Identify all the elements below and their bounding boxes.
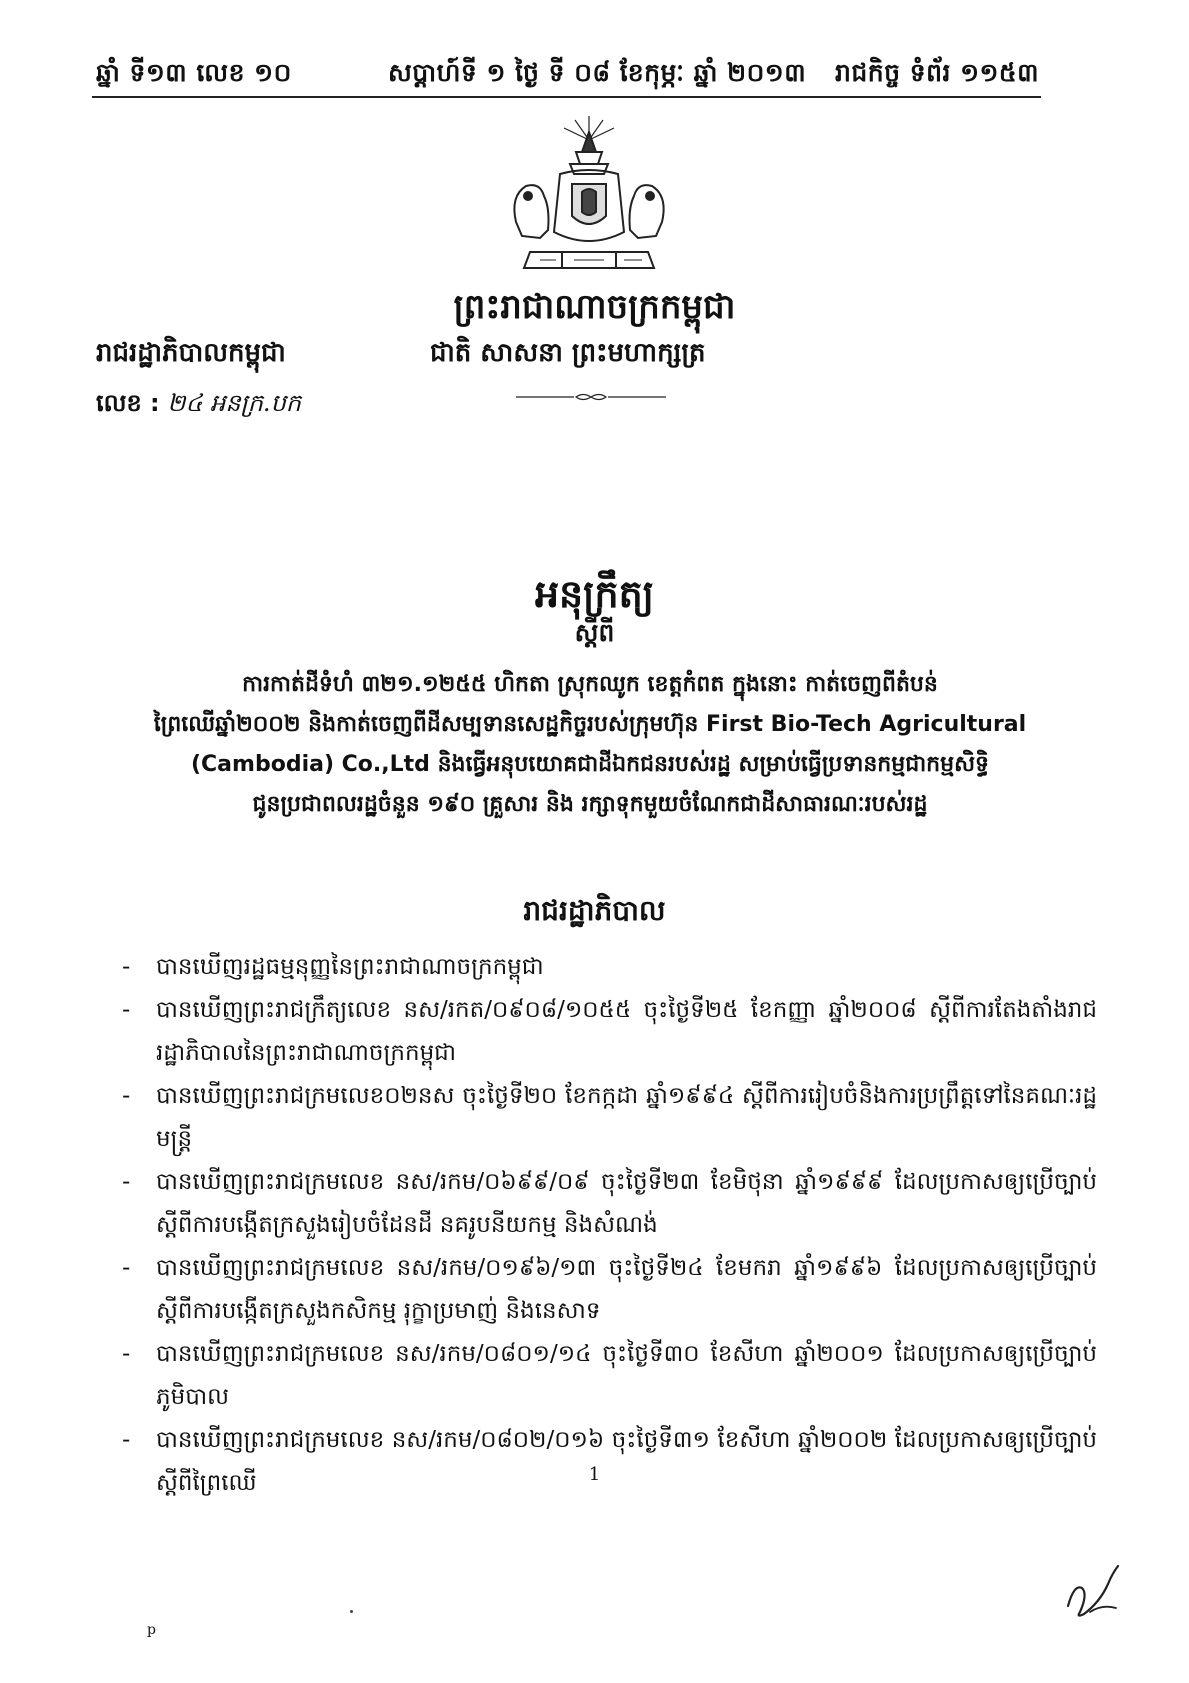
reference-number [96,388,301,423]
subject-line: ជូនប្រជាពលរដ្ឋចំនួន ១៩០ គ្រួសារ និង រក្សាទុកមួយចំណែកជាដីសាធារណៈរបស់រដ្ឋ [252,792,928,817]
page-number: 1 [588,1464,601,1485]
gazette-year-issue: ឆ្នាំ ទី១៣ លេខ ១០ [96,58,292,87]
list-item-text: បានឃើញព្រះរាជក្រមលេខ នស/រកម/០៨០១/១៤ ចុះថ្ងៃទី៣០ ខែសីហា ឆ្នាំ២០០១ ដែលប្រកាសឲ្យប្រើច្បាប់ភូមិបាល [156,1341,1097,1410]
reference-value: ២៤ អនក្រ.បក [167,389,302,417]
list-item-text: បានឃើញព្រះរាជក្រមលេខ នស/រកម/០៨០២/០១៦ ចុះថ្ងៃទី៣១ ខែសីហា ឆ្នាំ២០០២ ដែលប្រកាសឲ្យប្រើច្បាប់ស្តីពីព្រៃឈើ [156,1427,1097,1496]
subject-line: ការកាត់ដីទំហំ ៣២១.១២៥៥ ហិកតា ស្រុកឈូក ខេត្តកំពត ក្នុងនោះ កាត់ចេញពីតំបន់ [242,672,938,697]
list-item-text: បានឃើញព្រះរាជក្រមលេខ នស/រកម/០១៩៦/១៣ ចុះថ្ងៃទី២៤ ខែមករា ឆ្នាំ១៩៩៦ ដែលប្រកាសឲ្យប្រើច្បាប់ស្តីពីការបង្កើតក្រសួងកសិកម្ម រុក្ខាប្រមាញ់ និងនេសាទ [156,1255,1097,1324]
list-item-text: បានឃើញរដ្ឋធម្មនុញ្ញនៃព្រះរាជាណាចក្រកម្ពុជា [156,954,544,980]
bullet-dash: - [122,1255,131,1281]
list-item-text: បានឃើញព្រះរាជក្រមលេខ នស/រកម/០៦៩៩/០៩ ចុះថ្ងៃទី២៣ ខែមិថុនា ឆ្នាំ១៩៩៩ ដែលប្រកាសឲ្យប្រើច្បាប់ស្តីពីការបង្កើតក្រសួងរៀបចំដែនដី នគរូបនីយកម្ម និងសំណង់ [156,1169,1097,1238]
kingdom-name: ព្រះរាជាណាចក្រកម្ពុជា [453,287,736,327]
bullet-dash: - [122,1169,131,1195]
national-motto: ជាតិ សាសនា ព្រះមហាក្សត្រ [430,338,706,368]
ornament-divider-icon [516,392,666,402]
header-rule [92,96,1041,98]
royal-arms-emblem-icon [500,112,678,284]
list-item [122,1075,1097,1161]
list-item [122,1161,1097,1247]
document-about: ស្តីពី [574,618,615,647]
bullet-dash: - [122,1427,131,1453]
footer-mark: p [147,1622,156,1638]
document-subject [150,665,1030,825]
subject-line: (Cambodia) Co.,Ltd និងធ្វើអនុបយោគជាដីឯកជនរបស់រដ្ឋ សម្រាប់ធ្វើប្រទានកម្មជាកម្មសិទ្ធិ [190,752,990,777]
issuer-heading: រាជរដ្ឋាភិបាល [523,894,666,927]
considerations-list [122,946,1097,1505]
document-type: អនុក្រឹត្យ [534,572,655,616]
list-item [122,946,1097,989]
bullet-dash: - [122,1083,131,1109]
bullet-dash: - [122,1341,131,1367]
gazette-date: សប្តាហ៍ទី ១ ថ្ងៃ ទី ០៨ ខែកុម្ភៈ ឆ្នាំ ២០១៣ [388,58,807,87]
list-item [122,1247,1097,1333]
gazette-page: រាជកិច្ច ទំព័រ ១១៥៣ [835,58,1039,87]
list-item-text: បានឃើញព្រះរាជក្រឹត្យលេខ នស/រកត/០៩០៨/១០៥៥ ចុះថ្ងៃទី២៥ ខែកញ្ញា ឆ្នាំ២០០៨ ស្តីពីការតែងតាំងរាជរដ្ឋាភិបាលនៃព្រះរាជាណាចក្រកម្ពុជា [156,997,1097,1066]
list-item [122,989,1097,1075]
scan-speck [350,1610,353,1613]
signature-initials-icon [1060,1554,1130,1624]
bullet-dash: - [122,997,131,1023]
list-item [122,1333,1097,1419]
bullet-dash: - [122,954,131,980]
reference-label: លេខ : [96,389,160,417]
list-item [122,1419,1097,1505]
issuer-name: រាជរដ្ឋាភិបាលកម្ពុជា [96,338,286,368]
list-item-text: បានឃើញព្រះរាជក្រមលេខ០២នស ចុះថ្ងៃទី២០ ខែកក្កដា ឆ្នាំ១៩៩៤ ស្តីពីការរៀបចំនិងការប្រព្រឹត្តទៅនៃគណៈរដ្ឋមន្ត្រី [156,1083,1097,1152]
subject-line: ព្រៃឈើឆ្នាំ២០០២ និងកាត់ចេញពីដីសម្បទានសេដ្ឋកិច្ចរបស់ក្រុមហ៊ុន First Bio-Tech Agricultural [153,712,1027,737]
